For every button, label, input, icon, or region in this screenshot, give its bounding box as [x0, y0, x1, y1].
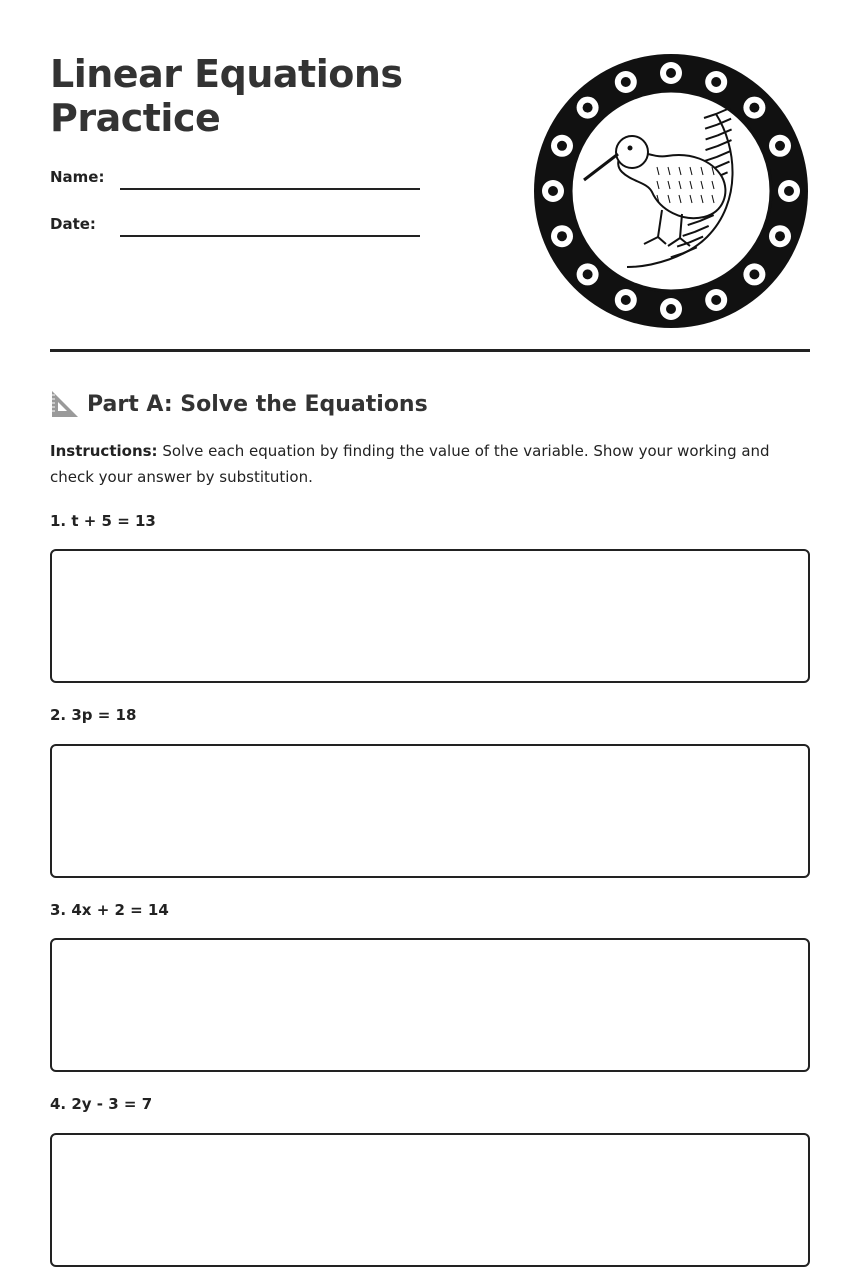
- set-square-icon: [50, 389, 80, 419]
- instructions-label: Instructions:: [50, 442, 158, 460]
- section-header: [50, 388, 428, 420]
- instructions-text: Solve each equation by finding the value of the variable. Show your working and check your answer by substitution.: [50, 442, 770, 486]
- question-3-label: 3. 4x + 2 = 14: [50, 901, 169, 919]
- title-line-2: Practice: [50, 96, 221, 140]
- instructions: [50, 438, 810, 490]
- answer-box-4[interactable]: [50, 1133, 810, 1267]
- name-line[interactable]: [120, 188, 420, 190]
- section-divider: [50, 349, 810, 352]
- section-title: Part A: Solve the Equations: [87, 391, 428, 417]
- page-title: [50, 52, 403, 140]
- question-2-label: 2. 3p = 18: [50, 706, 137, 724]
- date-line[interactable]: [120, 235, 420, 237]
- date-label: Date:: [50, 215, 96, 233]
- question-4-label: 4. 2y - 3 = 7: [50, 1095, 153, 1113]
- kiwi-fern-emblem-icon: [532, 52, 810, 330]
- date-field[interactable]: [50, 207, 420, 237]
- name-field[interactable]: [50, 160, 420, 190]
- answer-box-1[interactable]: [50, 549, 810, 683]
- answer-box-2[interactable]: [50, 744, 810, 878]
- title-line-1: Linear Equations: [50, 52, 403, 96]
- name-label: Name:: [50, 168, 105, 186]
- answer-box-3[interactable]: [50, 938, 810, 1072]
- question-1-label: 1. t + 5 = 13: [50, 512, 156, 530]
